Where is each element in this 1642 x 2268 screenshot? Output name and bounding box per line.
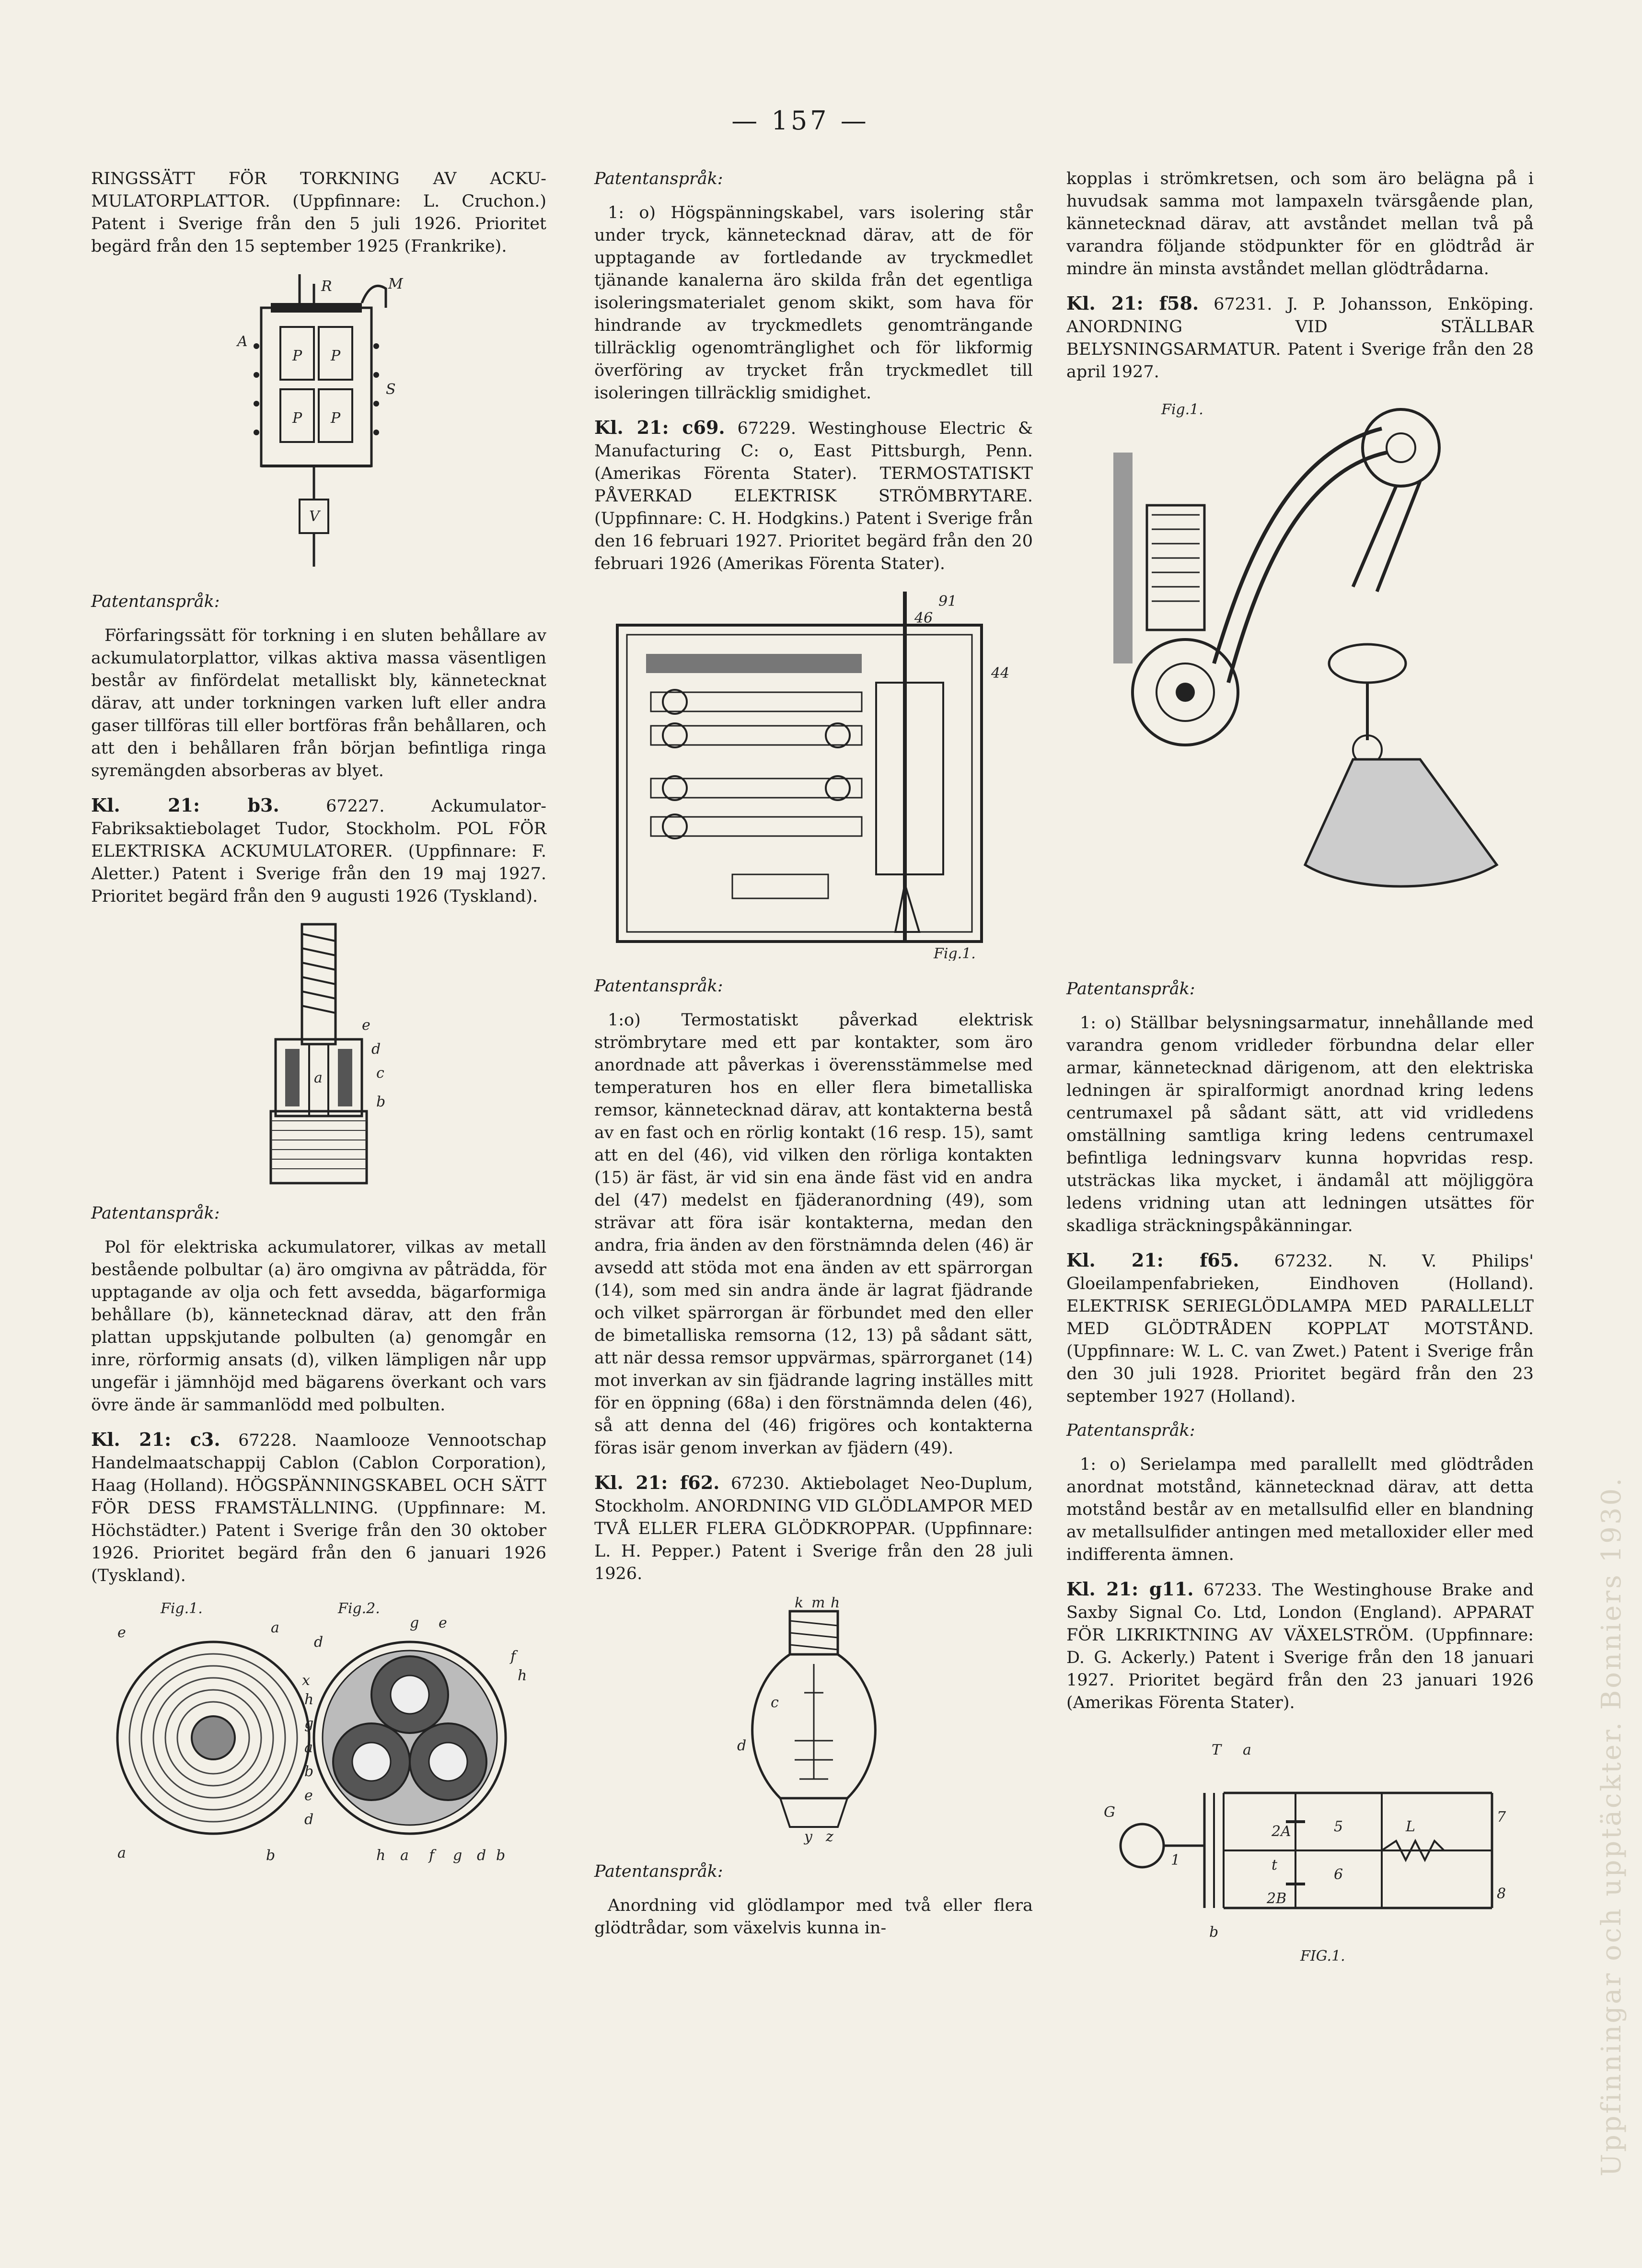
entry-4-class: Kl. 21: c69. [594, 417, 725, 438]
fig7-label-t: T [1211, 1742, 1221, 1758]
fig6-title: Fig.1. [1161, 401, 1203, 418]
fig3-label-g3: g [453, 1847, 463, 1864]
fig3-label-a4: a [400, 1847, 409, 1864]
fig3-label-h1: h [518, 1667, 527, 1684]
fig3-label-e1: e [117, 1624, 126, 1641]
entry-4 [594, 416, 1033, 575]
fig3-label-g1: g [410, 1615, 419, 1631]
entry-3-text: 67228. Naamlooze Vennootschap Handelmaatschappij Cablon (Cablon Corporation), Haag (Holland). HÖGSPÄNNINGSKABEL OCH SÄTT FÖR DESS FRAMSTÄLLNING. (Uppfinnare: M. Höchstädter.) Patent i Sverige från den 30 oktober 1926. Prioritet begärd från den 6 januari 1926 (Tyskland). [91, 1431, 546, 1585]
fig7-label-a: a [1242, 1742, 1251, 1758]
fig3-label-d3: d [477, 1847, 486, 1864]
figure-lighting-fixture [1085, 395, 1516, 903]
claim-1-text: Förfaringssätt för torkning i en sluten behållare av ackumulatorplattor, vilkas aktiva massa väsentligen består av finfördelat metalliskt bly, kännetecknat därav, att under torkningen varken luft eller andra gaser tillföras till eller bortföras från behållaren, och att den i behållaren från början befintliga ringa syremängden absorberas av blyet. [91, 626, 546, 780]
figure-rectifier-circuit [1085, 1726, 1516, 1975]
claim-7-heading: Patentanspråk: [1066, 1421, 1195, 1440]
fig3-label-d1: d [314, 1634, 324, 1651]
fig7-label-5: 5 [1333, 1818, 1343, 1835]
entry-6-class: Kl. 21: f58. [1066, 292, 1199, 314]
fig3-label-g2: g [304, 1715, 314, 1732]
entry-8-class: Kl. 21: g11. [1066, 1578, 1194, 1600]
fig7-title: FIG.1. [1300, 1948, 1345, 1965]
fig4-label-91: 91 [938, 593, 957, 610]
entry-2 [91, 794, 546, 908]
fig2-label-a: a [314, 1070, 323, 1086]
fig7-label-t2: t [1271, 1857, 1277, 1873]
claim-5-text: Anordning vid glödlampor med två eller flera glödtrådar, som växelvis kunna in- [594, 1896, 1033, 1938]
claim-3-text: 1: o) Högspänningskabel, vars isolering står under tryck, kännetecknad därav, att de för upptagande av fortledande av tryckmedlet tjänande kanalerna äro skilda från det egentliga isoleringsmaterialet genom skikt, som hava för hindrande av tryckmedlets genomträngande tillräcklig ogenomtränglighet och för likformig överföring av trycket från tryckmedlet till isoleringen tillräcklig smidighet. [594, 203, 1033, 403]
entry-4-text: 67229. Westinghouse Electric & Manufacturing C: o, East Pittsburgh, Penn. (Amerikas Förenta Stater). TERMOSTATISKT PÅVERKAD ELEKTRISK STRÖMBRYTARE. (Uppfinnare: C. H. Hodgkins.) Patent i Sverige från den 16 februari 1927. Prioritet begärd från den 20 februari 1926 (Amerikas Förenta Stater). [594, 419, 1033, 573]
figure-drying-vessel [228, 269, 410, 576]
claim-6-text: 1: o) Ställbar belysningsarmatur, innehållande med varandra genom vridleder förbundna delar eller armar, kännetecknad därigenom, att den elektriska ledningen är spiralformigt anordnad kring ledens centrumaxel på sådant sätt, att vid vridledens omställning samtliga kring ledens centrumaxel befintliga ledningsvarv kunna hopvridas resp. utsträckas lika mycket, i ändamål att möjliggöra ledens vridning utan att ledningen utsättes för skadliga sträckningspåkänningar. [1066, 1013, 1534, 1235]
fig3-title-1: Fig.1. [161, 1600, 203, 1617]
rectifier-circuit-drawing [1085, 1726, 1516, 1975]
claim-2-text: Pol för elektriska ackumulatorer, vilkas av metall bestående polbultar (a) äro omgivna av påträdda, för upptagande av olja och fett avsedda, bägarformiga behållare (b), kännetecknad därav, att den från plattan uppskjutande polbulten (a) genomgår en inre, rörformig ansats (d), vilken lämpligen når upp ungefär i jämnhöjd med bägarens överkant och vars övre ände är sammanlödd med polbulten. [91, 1238, 546, 1415]
column-2 [594, 168, 1033, 1951]
fig2-label-d: d [371, 1041, 381, 1058]
fig5-label-d: d [737, 1737, 746, 1754]
fig5-label-h: h [830, 1597, 840, 1611]
thermostatic-switch-drawing [608, 587, 1020, 961]
drying-vessel-drawing [228, 269, 410, 576]
fig3-label-e3: e [304, 1787, 313, 1804]
entry-2-text: 67227. Ackumulator-Fabriksaktiebolaget Tudor, Stockholm. POL FÖR ELEKTRISKA ACKUMULATORER. (Uppfinnare: F. Aletter.) Patent i Sverige från den 19 maj 1927. Prioritet begärd från den 9 augusti 1926 (Tyskland). [91, 797, 546, 906]
claim-4-heading: Patentanspråk: [594, 977, 723, 996]
cable-sections-drawing [103, 1599, 534, 1867]
battery-pole-drawing [232, 919, 405, 1188]
fig7-label-b: b [1209, 1924, 1218, 1941]
fig1-label-r: R [321, 278, 332, 295]
claim-2-heading: Patentanspråk: [91, 1204, 220, 1223]
entry-8-text: 67233. The Westinghouse Brake and Saxby Signal Co. Ltd, London (England). APPARAT FÖR LIKRIKTNING AV VÄXELSTRÖM. (Uppfinnare: D. G. Ackerly.) Patent i Sverige från den 18 januari 1927. Prioritet begärd från den 23 januari 1926 (Amerikas Förenta Stater). [1066, 1581, 1534, 1712]
fig3-label-x: x [302, 1672, 310, 1689]
claim-5-heading: Patentanspråk: [594, 1862, 723, 1881]
fig3-label-b2: b [304, 1763, 314, 1780]
fig1-label-p1: P [292, 348, 302, 364]
fig3-label-b3: b [496, 1847, 506, 1864]
fig3-label-a3: a [304, 1739, 313, 1756]
column-3 [1066, 168, 1534, 918]
entry-7-class: Kl. 21: f65. [1066, 1249, 1239, 1271]
figure-battery-pole [232, 919, 405, 1188]
column-1 [91, 168, 546, 1882]
fig5-label-k: k [794, 1597, 803, 1611]
side-watermark: Uppfinningar och upptäckter. Bonniers 1930. [1596, 1476, 1627, 2176]
entry-6-text: 67231. J. P. Johansson, Enköping. ANORDNING VID STÄLLBAR BELYSNINGSARMATUR. Patent i Sverige från den 28 april 1927. [1066, 295, 1534, 382]
fig5-label-c: c [770, 1694, 779, 1711]
lighting-fixture-drawing [1085, 395, 1516, 903]
fig5-label-m: m [811, 1597, 825, 1611]
fig3-label-d2: d [304, 1811, 314, 1828]
claim-7-text: 1: o) Serielampa med parallellt med glödtråden anordnat motstånd, kännetecknad därav, att detta motstånd består av en metallsulfid eller en blandning av metallsulfider antingen med metalloxider eller med indifferenta ämnen. [1066, 1455, 1534, 1564]
figure-cable-sections [103, 1599, 534, 1867]
entry-3-class: Kl. 21: c3. [91, 1429, 220, 1450]
entry-3 [91, 1428, 546, 1587]
fig1-label-p3: P [292, 410, 302, 427]
fig1-label-m: M [388, 276, 403, 292]
claim-1-heading: Patentanspråk: [91, 592, 220, 611]
fig7-label-7: 7 [1496, 1809, 1506, 1826]
fig1-label-v: V [309, 508, 320, 525]
figure-lamp-bulb [718, 1597, 910, 1846]
fig3-label-a1: a [271, 1619, 279, 1636]
fig3-label-b1: b [266, 1847, 276, 1864]
fig3-label-a2: a [117, 1845, 126, 1861]
fig1-label-s: S [386, 381, 396, 398]
fig4-title: Fig.1. [933, 945, 976, 961]
entry-5-class: Kl. 21: f62. [594, 1472, 720, 1493]
fig7-label-6: 6 [1333, 1866, 1343, 1883]
fig3-label-f1: f [510, 1648, 516, 1665]
fig7-label-2a: 2A [1271, 1823, 1291, 1840]
fig7-label-8: 8 [1496, 1885, 1506, 1902]
figure-thermostatic-switch [608, 587, 1020, 961]
fig4-label-44: 44 [991, 665, 1009, 682]
fig7-label-1: 1 [1170, 1852, 1180, 1869]
fig3-label-h3: h [376, 1847, 386, 1864]
claim-3-heading: Patentanspråk: [594, 169, 723, 188]
entry-8 [1066, 1578, 1534, 1714]
fig7-label-l: L [1405, 1818, 1415, 1835]
claim-4-text: 1:o) Termostatiskt påverkad elektrisk strömbrytare med ett par kontakter, som äro anordnade att påverkas i överensstämmelse med temperaturen hos en eller flera bimetalliska remsor, kännetecknad därav, att kontakterna bestå av en fast och en rörlig kontakt (16 resp. 15), samt att en del (46), vid vilken den rörliga kontakten (15) är fäst, är vid sin ena ände fäst vid en andra del (47) medelst en fjäderanordning (49), som strävar att föra isär kontakterna, medan den andra, fria änden av den förstnämnda delen (46) är avsedd att stöda mot ena änden av ett spärrorgan (14), som med sin andra ände är lagrat fjädrande och vilket spärrorgan är förbundet med den eller de bimetalliska remsorna (12, 13) på sådant sätt, att när dessa remsor uppvärmas, spärrorganet (14) mot inverkan av sin fjädrande lagring inställes mitt för en öppning (68a) i den förstnämnda delen (46), så att denna del (46) frigöres och kontakterna föras isär genom inverkan av fjädern (49). [594, 1011, 1033, 1458]
fig7-label-2b: 2B [1266, 1890, 1286, 1907]
claim-5-continuation: kopplas i strömkretsen, och som äro belägna på i huvudsak samma mot lampaxeln tvärsgående plan, kännetecknad därav, att avståndet mellan två på varandra följande stödpunkter för en glödtråd är mindre än minsta avståndet mellan glödtrådarna. [1066, 169, 1534, 279]
fig4-label-46: 46 [914, 610, 933, 627]
fig5-label-y: y [804, 1828, 812, 1845]
lamp-bulb-drawing [718, 1597, 910, 1846]
page-number: — 157 — [731, 105, 869, 136]
fig3-label-e2: e [439, 1615, 447, 1631]
fig3-label-h2: h [304, 1691, 314, 1708]
fig7-label-g: G [1103, 1804, 1115, 1821]
fig2-label-c: c [376, 1065, 384, 1082]
fig5-label-z: z [825, 1828, 833, 1845]
column-3-lower [1066, 978, 1534, 1989]
fig1-label-p2: P [331, 348, 341, 364]
entry-6 [1066, 292, 1534, 384]
fig3-label-f2: f [429, 1847, 435, 1864]
claim-6-heading: Patentanspråk: [1066, 979, 1195, 999]
fig2-label-e: e [362, 1017, 370, 1034]
entry-5 [594, 1471, 1033, 1585]
fig1-label-a: A [237, 333, 248, 350]
entry-1-continuation: RINGSSÄTT FÖR TORKNING AV ACKU-MULATORPLATTOR. (Uppfinnare: L. Cruchon.) Patent i Sverige från den 5 juli 1926. Prioritet begärd från den 15 september 1925 (Frankrike). [91, 169, 546, 256]
entry-2-class: Kl. 21: b3. [91, 794, 279, 816]
fig1-label-p4: P [331, 410, 341, 427]
fig3-title-2: Fig.2. [338, 1600, 380, 1617]
entry-7-text: 67232. N. V. Philips' Gloeilampenfabrieken, Eindhoven (Holland). ELEKTRISK SERIEGLÖDLAMPA MED PARALLELLT MED GLÖDTRÅDEN KOPPLAT MOTSTÅND. (Uppfinnare: W. L. C. van Zwet.) Patent i Sverige från den 30 juli 1928. Prioritet begärd från den 23 september 1927 (Holland). [1066, 1252, 1534, 1406]
fig2-label-b: b [376, 1093, 386, 1110]
entry-7 [1066, 1249, 1534, 1408]
entry-5-text: 67230. Aktiebolaget Neo-Duplum, Stockholm. ANORDNING VID GLÖDLAMPOR MED TVÅ ELLER FLERA GLÖDKROPPAR. (Uppfinnare: L. H. Pepper.) Patent i Sverige från den 28 juli 1926. [594, 1474, 1033, 1583]
